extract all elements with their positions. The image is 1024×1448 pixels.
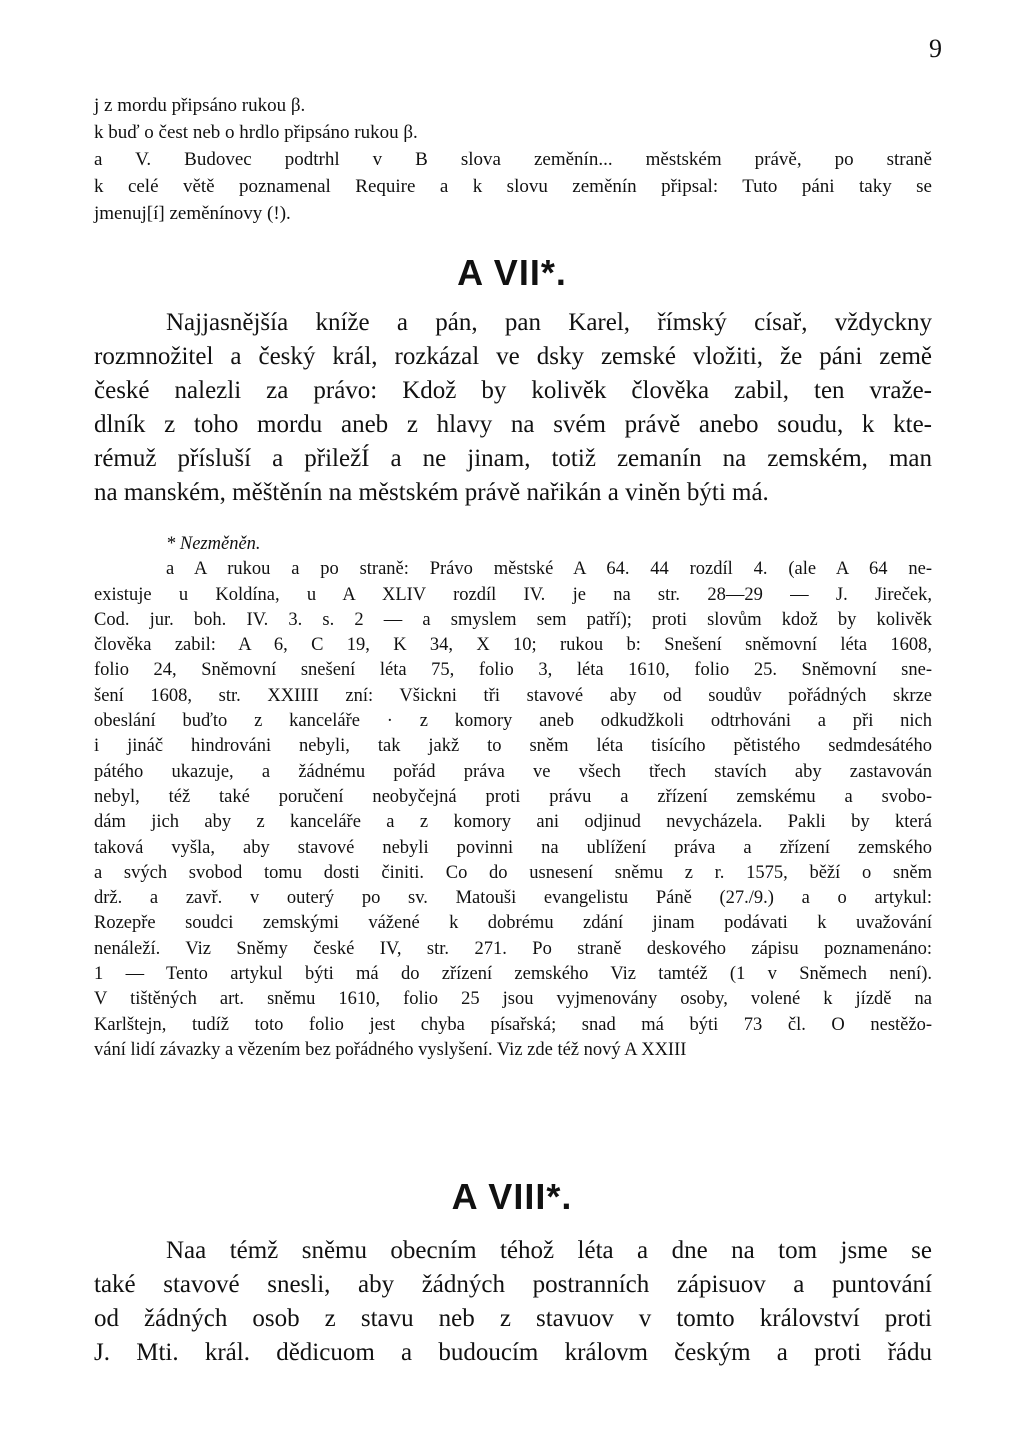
paragraph-line: dlník z toho mordu aneb z hlavy na svém právě anebo soudu, k kte- [94, 411, 932, 438]
note-line: j z mordu připsáno rukou β. [94, 95, 306, 116]
footnote-line: šení 1608, str. XXIIII zní: Všickni tři stavové aby od soudův pořádných skrze [94, 685, 932, 706]
footnote-line: drž. a zavř. v outerý po sv. Matouši evangelistu Páně (27./9.) a o artykul: [94, 888, 932, 909]
footnote-line: dám jich aby z kanceláře a z komory ani odjinud nevycházela. Pakli by která [94, 812, 932, 833]
note-line: jmenuj[í] zeměnínovy (!). [94, 203, 291, 224]
paragraph-line: také stavové snesli, aby žádných postranních zápisuov a puntování [94, 1271, 932, 1298]
paragraph-line: rémuž přísluší a přiležÍ a ne jinam, totiž zemanín na zemském, man [94, 445, 932, 472]
paragraph-line: rozmnožitel a český král, rozkázal ve dsky zemské vložiti, že páni země [94, 343, 932, 370]
footnote-line: V tištěných art. sněmu 1610, folio 25 jsou vyjmenovány osoby, volené k jízdě na [94, 989, 932, 1010]
footnote-line: existuje u Koldína, u A XLIV rozdíl IV. je na str. 28—29 — J. Jireček, [94, 584, 932, 605]
footnote-line: nenáleží. Viz Sněmy české IV, str. 271. Po straně deskového zápisu poznamenáno: [94, 938, 932, 959]
paragraph-a8 [94, 1234, 932, 1370]
paragraph-line: na manském, měštěnín na městském právě nařikán a viněn býti má. [94, 479, 769, 506]
section-heading-a8: A VIII*. [451, 1176, 573, 1217]
footnote-line: Karlštejn, tudíž toto folio jest chyba písařská; snad má býti 73 čl. O nestěžo- [94, 1014, 932, 1035]
footnote-line: pátého ukazuje, a žádnému pořád práva ve všech třech stavích aby zastavován [94, 761, 932, 782]
footnote-line: a svých svobod tomu dosti činiti. Co do usnesení sněmu z r. 1575, běží o sněm [94, 862, 932, 883]
footnote-line: člověka zabil: A 6, C 19, K 34, X 10; rukou b: Snešení sněmovní léta 1608, [94, 635, 932, 656]
page-number: 9 [929, 34, 942, 63]
footnote-line: 1 — Tento artykul býti má do zřízení zemského Viz tamtéž (1 v Sněmech není). [94, 964, 932, 985]
footnote-line: Rozepře soudci zemskými vážené k dobrému zdání jinam podávati k uvažování [94, 913, 932, 934]
footnote-line: folio 24, Sněmovní snešení léta 75, folio 3, léta 1610, folio 25. Sněmovní sne- [94, 660, 932, 681]
section-heading-a7: A VII*. [457, 252, 567, 293]
footnote-line: * Nezměněn. [166, 534, 261, 554]
footnote-line: obeslání buďto z kanceláře · z komory aneb odkudžkoli odtrhováni a při nich [94, 711, 932, 732]
paragraph-line: J. Mti. král. dědicuom a budoucím královm českým a proti řádu [94, 1339, 932, 1366]
note-line: k buď o čest neb o hrdlo připsáno rukou β. [94, 122, 418, 143]
footnotes-a7 [94, 532, 932, 1063]
paragraph-line: od žádných osob z stavu neb z stavuov v tomto království proti [94, 1305, 932, 1332]
footnote-line: taková vyšla, aby stavové nebyli povinni na ublížení práva a zřízení zemského [94, 837, 932, 858]
footnote-line: Cod. jur. boh. IV. 3. s. 2 — a smyslem sem patří); proti slovům kdož by kolivěk [94, 609, 932, 630]
paragraph-line: české nalezli za právo: Kdož by kolivěk člověka zabil, ten vraže- [94, 377, 932, 404]
paragraph-line: Najjasnějšía kníže a pán, pan Karel, římský císař, vždyckny [166, 309, 932, 336]
paragraph-a7 [94, 306, 932, 510]
note-line: k celé větě poznamenal Require a k slovu zeměnín připsal: Tuto páni taky se [94, 176, 932, 197]
footnote-line: vání lidí závazky a vězením bez pořádného vyslyšení. Viz zde též nový A XXIII [94, 1039, 687, 1060]
footnote-line: a A rukou a po straně: Právo městské A 64. 44 rozdíl 4. (ale A 64 ne- [166, 559, 932, 580]
top-notes [94, 92, 932, 227]
note-line: a V. Budovec podtrhl v B slova zeměnín... městském právě, po straně [94, 149, 932, 170]
footnote-line: i jináč hindrováni nebyli, tak jakž to sněm léta tisícího pětistého sedmdesátého [94, 736, 932, 757]
footnote-line: nebyl, též také poručení neobyčejná proti právu a zřízení zemskému a svobo- [94, 786, 932, 807]
paragraph-line: Naa témž sněmu obecním téhož léta a dne na tom jsme se [166, 1237, 932, 1264]
